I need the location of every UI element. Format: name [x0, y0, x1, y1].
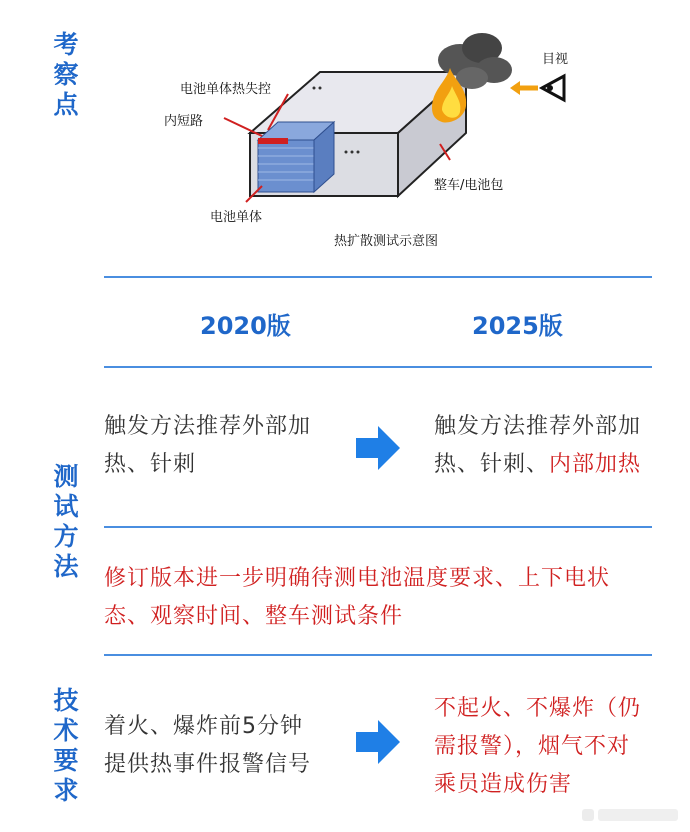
label-test-method — [48, 462, 84, 582]
text-line: 热、针刺 — [104, 452, 197, 477]
label-char: 测 — [53, 462, 79, 491]
version-old-heading: 2020版 — [200, 312, 291, 340]
test-method-old — [104, 408, 311, 484]
label-inspection-points — [48, 30, 84, 120]
divider — [104, 654, 652, 656]
thermal-propagation-diagram — [150, 30, 590, 260]
divider — [104, 276, 652, 278]
revision-note — [104, 560, 610, 636]
label-visual-inspection: 目视 — [542, 52, 569, 67]
label-char: 求 — [53, 776, 79, 805]
watermark — [582, 806, 682, 824]
text-line — [434, 446, 641, 484]
text-line: 不起火、不爆炸（仍 — [434, 696, 642, 721]
tech-requirements-old — [104, 708, 311, 784]
label-char: 察 — [53, 60, 79, 89]
text-line: 着火、爆炸前5分钟 — [104, 714, 303, 739]
tech-requirements-new — [434, 690, 641, 804]
text-line: 修订版本进一步明确待测电池温度要求、上下电状 — [104, 566, 611, 591]
label-tech-requirements — [48, 686, 84, 806]
label-battery-cell: 电池单体 — [210, 210, 263, 225]
label-internal-short: 内短路 — [164, 114, 204, 129]
version-new-heading: 2025版 — [472, 312, 563, 340]
text-line: 触发方法推荐外部加 — [104, 414, 312, 439]
label-char: 法 — [53, 552, 79, 581]
label-vehicle-pack: 整车/电池包 — [434, 178, 504, 193]
text-line: 提供热事件报警信号 — [104, 752, 312, 777]
text-line: 触发方法推荐外部加 — [434, 414, 642, 439]
label-char: 术 — [53, 716, 79, 745]
arrow-right-icon — [354, 424, 402, 472]
label-char: 点 — [53, 90, 79, 119]
label-char: 要 — [53, 746, 79, 775]
eye-icon — [542, 76, 564, 100]
test-method-new — [434, 408, 641, 484]
label-char: 试 — [53, 492, 79, 521]
label-char: 考 — [53, 30, 79, 59]
highlight-internal-heating: 内部加热 — [549, 452, 642, 477]
label-char: 方 — [53, 522, 79, 551]
label-cell-thermal-runaway: 电池单体热失控 — [180, 82, 272, 97]
text-line: 乘员造成伤害 — [434, 772, 573, 797]
label-char: 技 — [53, 686, 79, 715]
text-segment: 热、针刺、 — [434, 452, 550, 477]
divider — [104, 366, 652, 368]
battery-cells-icon — [258, 122, 334, 192]
text-line: 需报警），烟气不对 — [434, 734, 631, 759]
text-line: 态、观察时间、整车测试条件 — [104, 604, 404, 629]
arrow-right-icon — [354, 718, 402, 766]
diagram-svg — [150, 30, 590, 260]
divider — [104, 526, 652, 528]
diagram-caption: 热扩散测试示意图 — [334, 234, 439, 249]
viewing-arrow-icon — [510, 81, 538, 95]
